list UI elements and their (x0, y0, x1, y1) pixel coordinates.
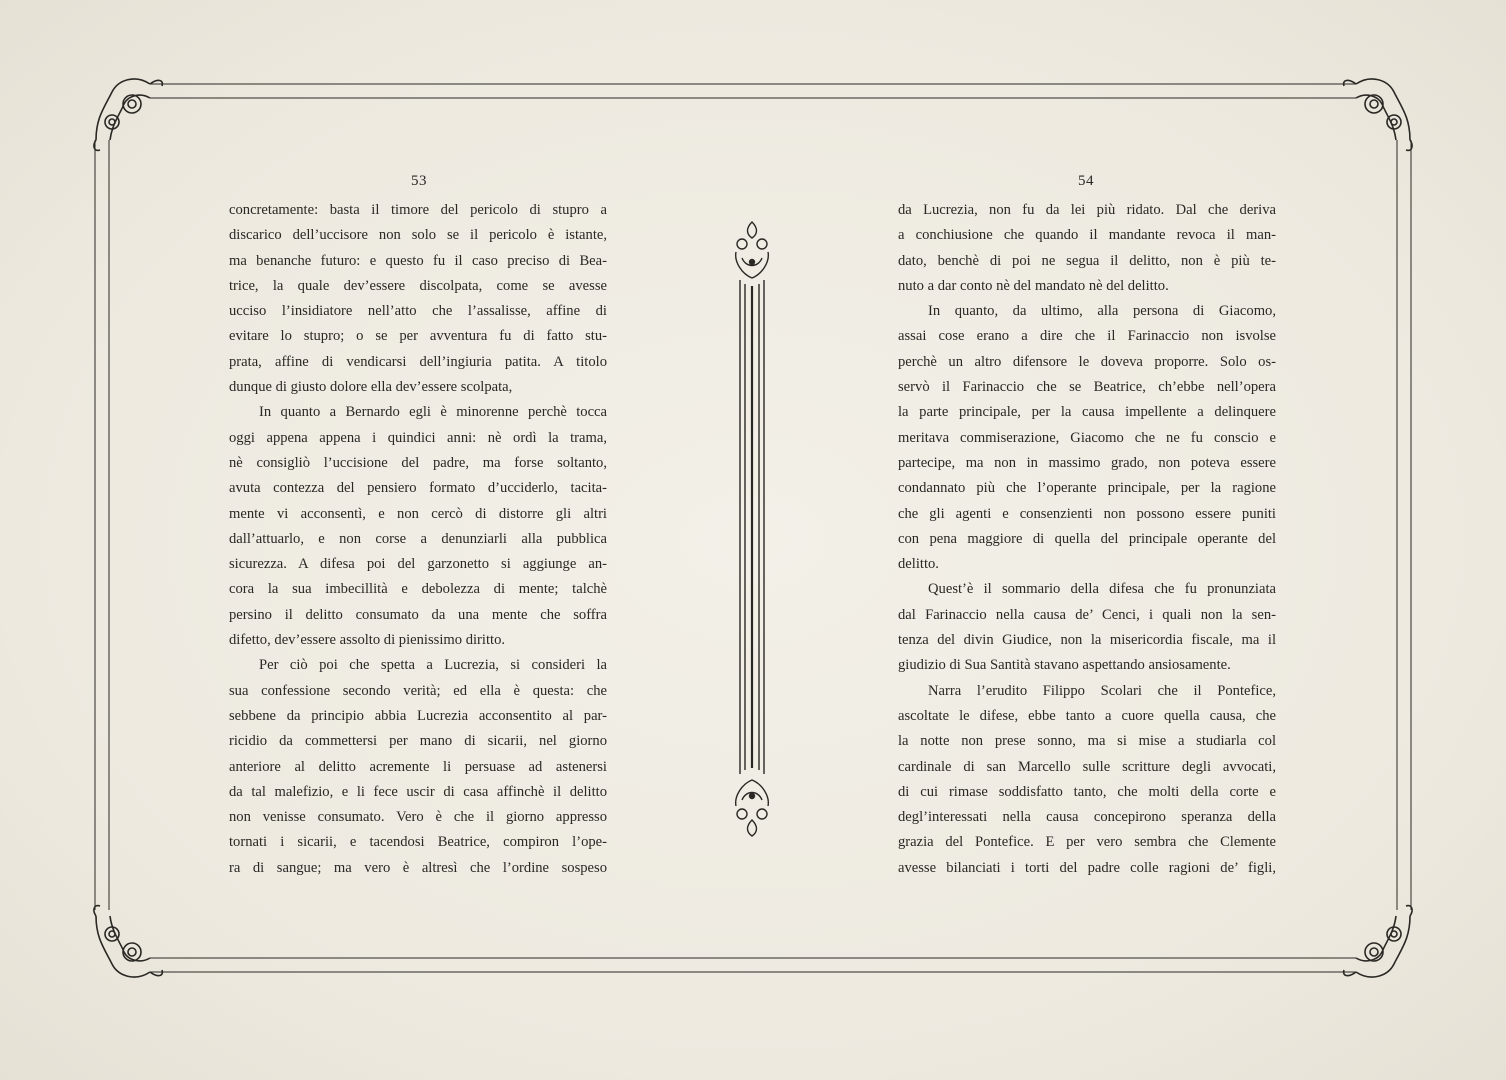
right-page-text (898, 198, 1276, 881)
text-line: delitto. (898, 556, 939, 573)
text-line: Per ciò poi che spetta a Lucrezia, si consideri la (259, 657, 607, 674)
text-line: Narra l’erudito Filippo Scolari che il Pontefice, (928, 682, 1276, 699)
text-line: Quest’è il sommario della difesa che fu pronunziata (928, 581, 1276, 598)
text-line: tornati i sicarii, e tacendosi Beatrice, compiron l’ope- (229, 834, 607, 851)
text-line: di cui rimase soddisfatto tanto, che molti della corte e (898, 783, 1276, 800)
text-line: da Lucrezia, non fu da lei più ridato. Dal che deriva (898, 202, 1276, 218)
corner-flourish-bottom-right-icon (1344, 906, 1412, 977)
text-line: avuta contezza del pensiero formato d’ucciderlo, tacita- (229, 480, 607, 497)
text-line: a conchiusione che quando il mandante revoca il man- (898, 227, 1276, 244)
text-line: In quanto a Bernardo egli è minorenne perchè tocca (259, 404, 607, 421)
text-line: dal Farinaccio nella causa de’ Cenci, i quali non la sen- (898, 606, 1276, 623)
text-line: evitare lo stupro; o se per avventura fu di fatto stu- (229, 328, 607, 345)
text-line: meritava commiserazione, Giacomo che ne fu conscio e (898, 429, 1276, 446)
text-line: servò il Farinaccio che se Beatrice, ch’ebbe nell’opera (898, 379, 1276, 396)
page-number-right: 54 (1078, 173, 1094, 189)
text-line: cora la sua imbecillità e debolezza di mente; talchè (229, 581, 607, 598)
text-line: tenza del divin Giudice, non la misericordia fiscale, ma il (898, 632, 1276, 649)
text-line: perchè un altro difensore le doveva proporre. Solo os- (898, 353, 1276, 370)
text-line: ucciso l’insidiatore nell’atto che l’assalisse, affine di (229, 303, 607, 320)
text-line: con pena maggiore di quella del principale operante del (898, 530, 1276, 547)
text-line: In quanto, da ultimo, alla persona di Giacomo, (928, 303, 1276, 320)
text-line: nuto a dar conto nè del mandato nè del delitto. (898, 277, 1169, 294)
text-line: sua confessione secondo verità; ed ella è questa: che (229, 682, 607, 699)
text-line: dall’attuarlo, e non corse a denunziarli alla pubblica (229, 530, 607, 547)
text-line: sebbene da principio abbia Lucrezia acconsentito al par- (229, 707, 607, 724)
text-line: condannato più che l’operante principale, per la ragione (898, 480, 1276, 497)
text-line: che gli agenti e consenzienti non possono essere puniti (898, 505, 1276, 522)
text-line: ascoltate le difese, ebbe tanto a cuore quella causa, che (898, 707, 1276, 724)
text-line: sicurezza. A difesa poi del garzonetto si aggiunge an- (229, 556, 607, 573)
text-line: da tal malefizio, e li fece uscir di casa affinchè il delitto (229, 783, 607, 800)
left-page-text (229, 198, 607, 881)
text-line: discarico dell’uccisore non solo se il pericolo è istante, (229, 227, 607, 244)
page-number-left: 53 (411, 173, 427, 189)
text-line: partecipe, ma non in massimo grado, non poteva essere (898, 454, 1276, 471)
center-divider-ornament (736, 222, 769, 836)
corner-flourish-top-left-icon (94, 79, 162, 150)
text-line: dunque di giusto dolore ella dev’essere scolpata, (229, 379, 513, 396)
text-line: persino il delitto consumato da una mente che soffra (229, 606, 607, 623)
corner-flourish-top-right-icon (1344, 79, 1412, 150)
text-line: la notte non prese sonno, ma si mise a studiarla col (898, 733, 1276, 750)
text-line: nè consigliò l’uccisione del padre, ma forse soltanto, (229, 454, 607, 471)
text-line: prata, affine di vendicarsi dell’ingiuria patita. A titolo (229, 353, 607, 370)
text-line: oggi appena appena i quindici anni: nè ordì la trama, (229, 429, 607, 446)
text-line: giudizio di Sua Santità stavano aspettando ansiosamente. (898, 657, 1231, 674)
text-line: cardinale di san Marcello sulle scritture degli avvocati, (898, 758, 1276, 775)
text-line: trice, la quale dev’essere discolpata, come se avesse (229, 277, 607, 294)
text-line: ricidio da commettersi per mano di sicarii, nel giorno (229, 733, 607, 750)
text-line: non venisse consumato. Vero è che il giorno appresso (229, 809, 607, 826)
text-line: grazia del Pontefice. E per vero sembra che Clemente (898, 834, 1276, 851)
text-line: ma benanche futuro: e questo fu il caso preciso di Bea- (229, 252, 607, 269)
text-line: dato, benchè di poi ne segua il delitto, non è più te- (898, 252, 1276, 269)
text-line: mente vi acconsentì, e non cercò di distorre gli altri (229, 505, 607, 522)
text-line: avesse bilanciati i torti del padre colle ragioni de’ figli, (898, 859, 1276, 876)
corner-flourish-bottom-left-icon (94, 906, 162, 977)
text-line: degl’interessati nella causa concepirono speranza della (898, 809, 1276, 826)
text-line: anteriore al delitto acremente li persuase ad astenersi (229, 758, 607, 775)
text-line: la parte principale, per la causa impellente a delinquere (898, 404, 1276, 421)
text-line: assai cose erano a dire che il Farinaccio non isvolse (898, 328, 1276, 345)
text-line: ra di sangue; ma vero è altresì che l’ordine sospeso (229, 859, 607, 876)
text-line: concretamente: basta il timore del pericolo di stupro a (229, 202, 607, 218)
text-line: difetto, dev’essere assolto di pienissimo diritto. (229, 632, 506, 649)
